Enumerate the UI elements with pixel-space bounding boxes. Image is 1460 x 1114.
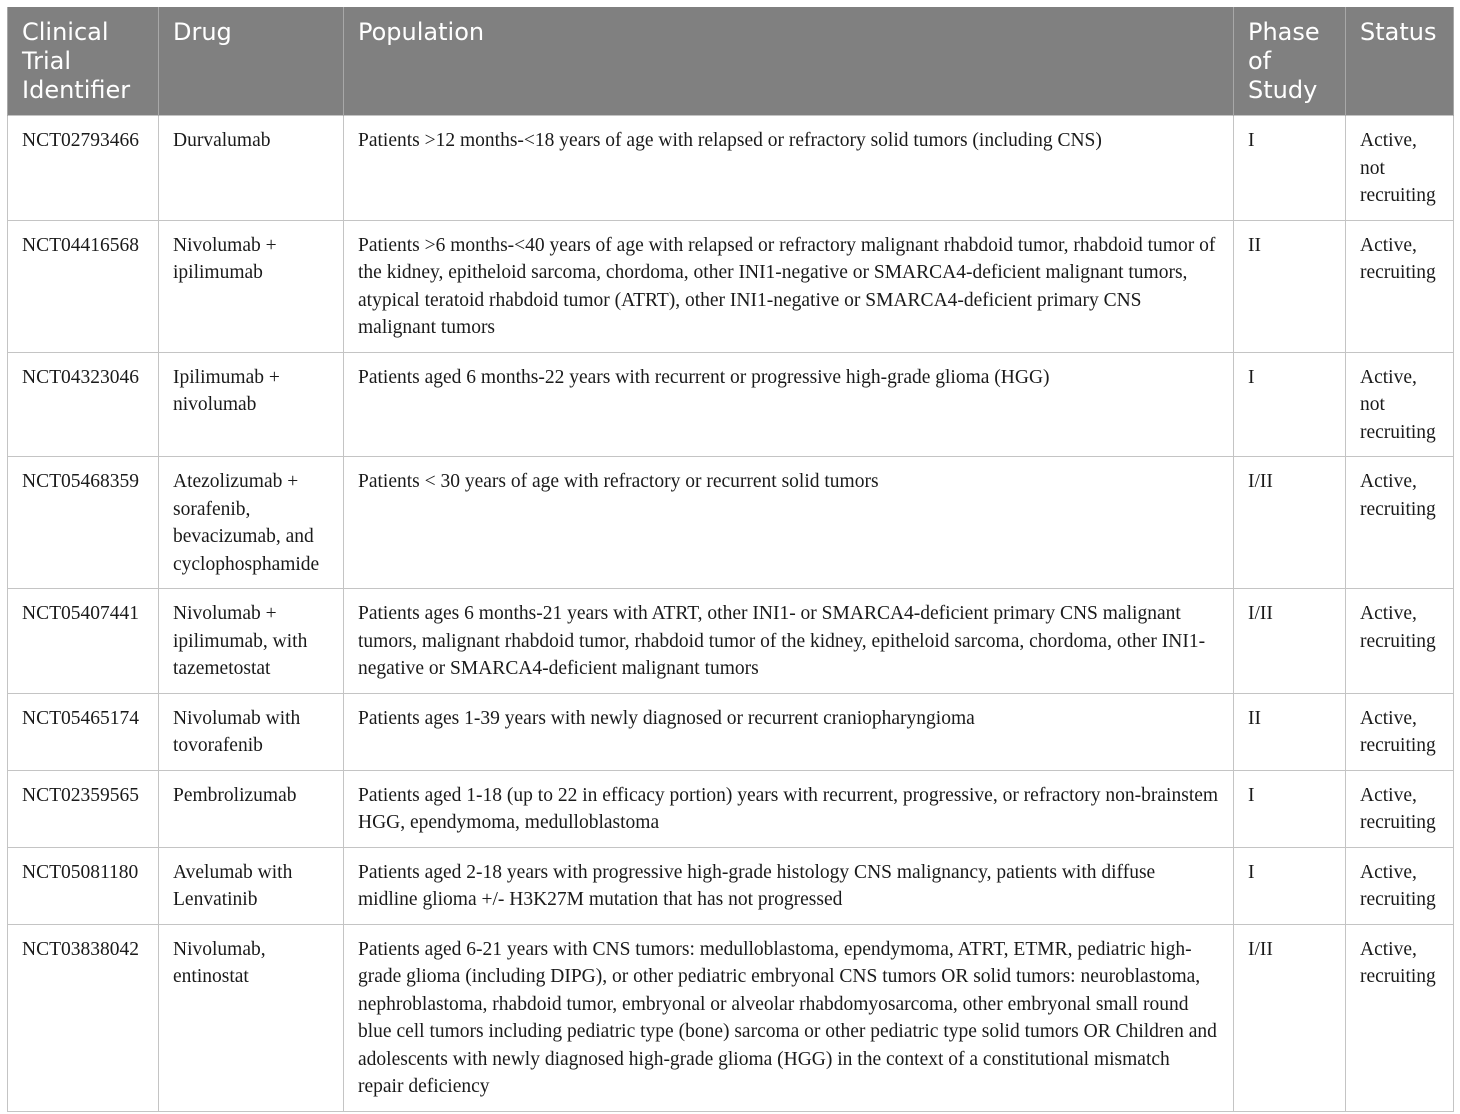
cell-population: Patients ages 6 months-21 years with ATRT, other INI1- or SMARCA4-deficient primary CNS malignant tumors, malignant rhabdoid tumor, rhabdoid tumor of the kidney, epitheloid sarcoma, chordoma, other INI1-negative or SMARCA4-deficient malignant tumors	[344, 589, 1234, 694]
table-row	[8, 352, 1454, 457]
cell-status: Active, recruiting	[1346, 589, 1454, 694]
table-row	[8, 693, 1454, 770]
cell-population: Patients aged 2-18 years with progressive high-grade histology CNS malignancy, patients with diffuse midline glioma +/- H3K27M mutation that has not progressed	[344, 847, 1234, 924]
cell-identifier: NCT02793466	[8, 116, 159, 221]
cell-population: Patients aged 6 months-22 years with recurrent or progressive high-grade glioma (HGG)	[344, 352, 1234, 457]
cell-status: Active, not recruiting	[1346, 116, 1454, 221]
cell-phase: I	[1234, 352, 1346, 457]
header-phase: Phase of Study	[1234, 7, 1346, 116]
table-header	[8, 7, 1454, 116]
header-status: Status	[1346, 7, 1454, 116]
cell-identifier: NCT05468359	[8, 457, 159, 589]
cell-status: Active, recruiting	[1346, 770, 1454, 847]
cell-drug: Durvalumab	[159, 116, 344, 221]
cell-status: Active, recruiting	[1346, 847, 1454, 924]
cell-phase: II	[1234, 220, 1346, 352]
table-row	[8, 116, 1454, 221]
header-drug: Drug	[159, 7, 344, 116]
table-row	[8, 457, 1454, 589]
cell-drug: Atezolizumab + sorafenib, bevacizumab, and cyclophosphamide	[159, 457, 344, 589]
cell-status: Active, recruiting	[1346, 693, 1454, 770]
cell-phase: I/II	[1234, 589, 1346, 694]
header-population: Population	[344, 7, 1234, 116]
cell-population: Patients < 30 years of age with refractory or recurrent solid tumors	[344, 457, 1234, 589]
cell-drug: Ipilimumab + nivolumab	[159, 352, 344, 457]
cell-drug: Nivolumab + ipilimumab, with tazemetostat	[159, 589, 344, 694]
cell-phase: I/II	[1234, 924, 1346, 1111]
cell-identifier: NCT04323046	[8, 352, 159, 457]
table-row	[8, 220, 1454, 352]
cell-identifier: NCT02359565	[8, 770, 159, 847]
cell-phase: I	[1234, 847, 1346, 924]
cell-identifier: NCT05081180	[8, 847, 159, 924]
cell-drug: Nivolumab with tovorafenib	[159, 693, 344, 770]
cell-population: Patients aged 6-21 years with CNS tumors: medulloblastoma, ependymoma, ATRT, ETMR, pediatric high-grade glioma (including DIPG), or other pediatric embryonal CNS tumors OR solid tumors: neuroblastoma, nephroblastoma, rhabdoid tumor, embryonal or alveolar rhabdomyosarcoma, other embryonal small round blue cell tumors including pediatric type (bone) sarcoma or other pediatric type solid tumors OR Children and adolescents with newly diagnosed high-grade glioma (HGG) in the context of a constitutional mismatch repair deficiency	[344, 924, 1234, 1111]
cell-identifier: NCT05407441	[8, 589, 159, 694]
table-row	[8, 770, 1454, 847]
cell-phase: II	[1234, 693, 1346, 770]
cell-status: Active, recruiting	[1346, 220, 1454, 352]
cell-population: Patients ages 1-39 years with newly diagnosed or recurrent craniopharyngioma	[344, 693, 1234, 770]
table-row	[8, 924, 1454, 1111]
table-row	[8, 589, 1454, 694]
cell-identifier: NCT04416568	[8, 220, 159, 352]
clinical-trials-table	[7, 7, 1454, 1112]
table-row	[8, 847, 1454, 924]
header-row	[8, 7, 1454, 116]
cell-phase: I/II	[1234, 457, 1346, 589]
table-body	[8, 116, 1454, 1112]
cell-phase: I	[1234, 770, 1346, 847]
cell-drug: Nivolumab + ipilimumab	[159, 220, 344, 352]
cell-population: Patients aged 1-18 (up to 22 in efficacy portion) years with recurrent, progressive, or refractory non-brainstem HGG, ependymoma, medulloblastoma	[344, 770, 1234, 847]
cell-population: Patients >6 months-<40 years of age with relapsed or refractory malignant rhabdoid tumor, rhabdoid tumor of the kidney, epitheloid sarcoma, chordoma, other INI1-negative or SMARCA4-deficient malignant tumors, atypical teratoid rhabdoid tumor (ATRT), other INI1-negative or SMARCA4-deficient primary CNS malignant tumors	[344, 220, 1234, 352]
cell-drug: Nivolumab, entinostat	[159, 924, 344, 1111]
cell-population: Patients >12 months-<18 years of age with relapsed or refractory solid tumors (including CNS)	[344, 116, 1234, 221]
clinical-trials-table-container	[7, 7, 1453, 1112]
header-identifier: Clinical Trial Identifier	[8, 7, 159, 116]
cell-drug: Pembrolizumab	[159, 770, 344, 847]
cell-identifier: NCT03838042	[8, 924, 159, 1111]
cell-drug: Avelumab with Lenvatinib	[159, 847, 344, 924]
cell-status: Active, recruiting	[1346, 924, 1454, 1111]
cell-phase: I	[1234, 116, 1346, 221]
cell-status: Active, not recruiting	[1346, 352, 1454, 457]
cell-identifier: NCT05465174	[8, 693, 159, 770]
cell-status: Active, recruiting	[1346, 457, 1454, 589]
